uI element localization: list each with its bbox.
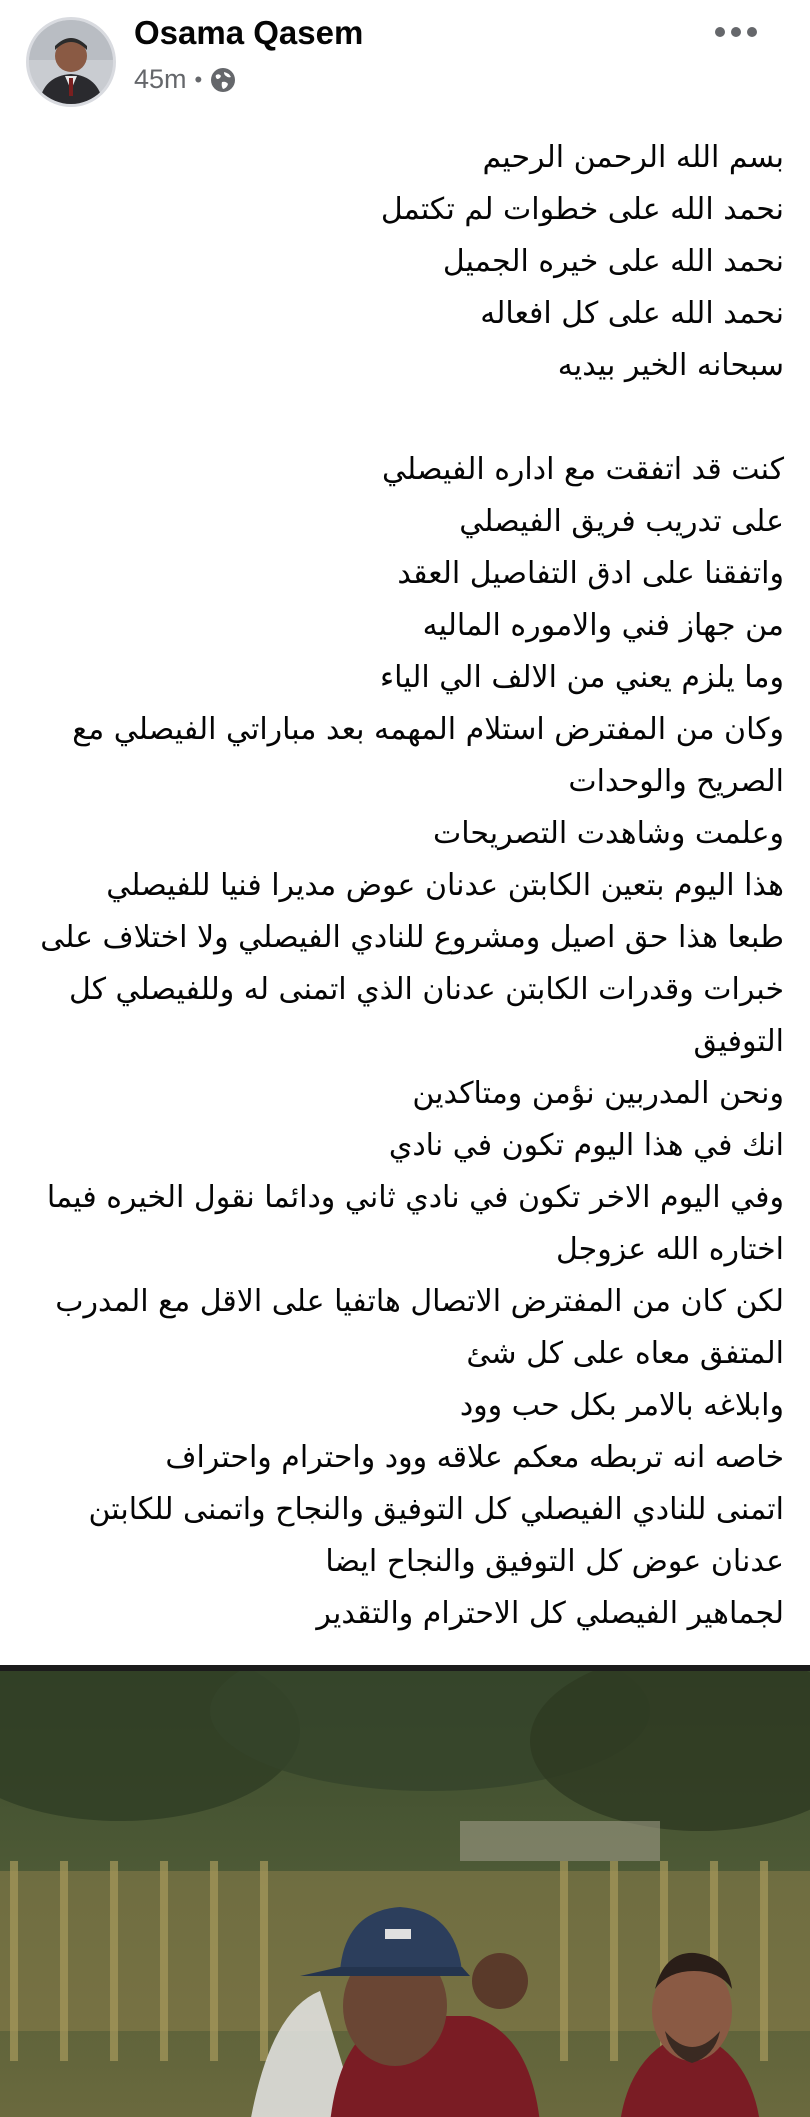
post-line: هذا اليوم بتعين الكابتن عدنان عوض مديرا فنيا للفيصلي	[106, 868, 784, 903]
post-line: طبعا هذا حق اصيل ومشروع للنادي الفيصلي ولا اختلاف على خبرات وقدرات الكابتن عدنان الذي اتمنى له وللفيصلي كل التوفيق	[40, 920, 784, 1059]
post-line: بسم الله الرحمن الرحيم	[482, 140, 784, 175]
globe-icon	[210, 67, 236, 93]
post-line: وما يلزم يعني من الالف الي الياء	[379, 660, 784, 695]
post-line: وفي اليوم الاخر تكون في نادي ثاني ودائما نقول الخيره فيما اختاره الله عزوجل	[46, 1180, 784, 1267]
post-line: على تدريب فريق الفيصلي	[459, 504, 784, 539]
post-line: ونحن المدربين نؤمن ومتاكدين	[412, 1076, 784, 1111]
post-line: واتفقنا على ادق التفاصيل العقد	[397, 556, 784, 591]
post-line: نحمد الله على كل افعاله	[480, 296, 784, 331]
post-body	[22, 132, 784, 1640]
post-blank-line	[22, 392, 784, 444]
post-line: من جهاز فني والاموره الماليه	[422, 608, 784, 643]
post-line: كنت قد اتفقت مع اداره الفيصلي	[382, 452, 784, 487]
post-line: وكان من المفترض استلام المهمه بعد مباراتي الفيصلي مع الصريح والوحدات	[72, 712, 784, 799]
post-line: خاصه انه تربطه معكم علاقه وود واحترام واحتراف	[165, 1440, 784, 1475]
author-name[interactable]: Osama Qasem	[134, 14, 364, 51]
post-photo[interactable]	[0, 1665, 810, 2117]
post-line: وابلاغه بالامر بكل حب وود	[459, 1388, 784, 1423]
more-horizontal-icon	[714, 26, 758, 38]
post-line: سبحانه الخير بيديه	[557, 348, 784, 383]
post-line: لكن كان من المفترض الاتصال هاتفيا على الاقل مع المدرب المتفق معاه على كل شئ	[55, 1284, 784, 1371]
post-line: اتمنى للنادي الفيصلي كل التوفيق والنجاح واتمنى للكابتن عدنان عوض كل التوفيق والنجاح ايضا	[88, 1492, 784, 1579]
post-header	[0, 0, 810, 118]
more-options-button[interactable]	[708, 14, 764, 50]
post-line: وعلمت وشاهدت التصريحات	[433, 816, 784, 851]
post-line: نحمد الله على خيره الجميل	[442, 244, 784, 279]
post-line: لجماهير الفيصلي كل الاحترام والتقدير	[316, 1596, 784, 1631]
coaches-photo	[0, 1671, 810, 2117]
post-meta	[134, 64, 236, 95]
post-line: انك في هذا اليوم تكون في نادي	[388, 1128, 784, 1163]
avatar-photo	[29, 20, 113, 104]
post-line: نحمد الله على خطوات لم تكتمل	[380, 192, 784, 227]
author-avatar[interactable]	[26, 17, 116, 107]
meta-separator: •	[194, 66, 203, 92]
post-time[interactable]: 45m	[134, 64, 187, 94]
